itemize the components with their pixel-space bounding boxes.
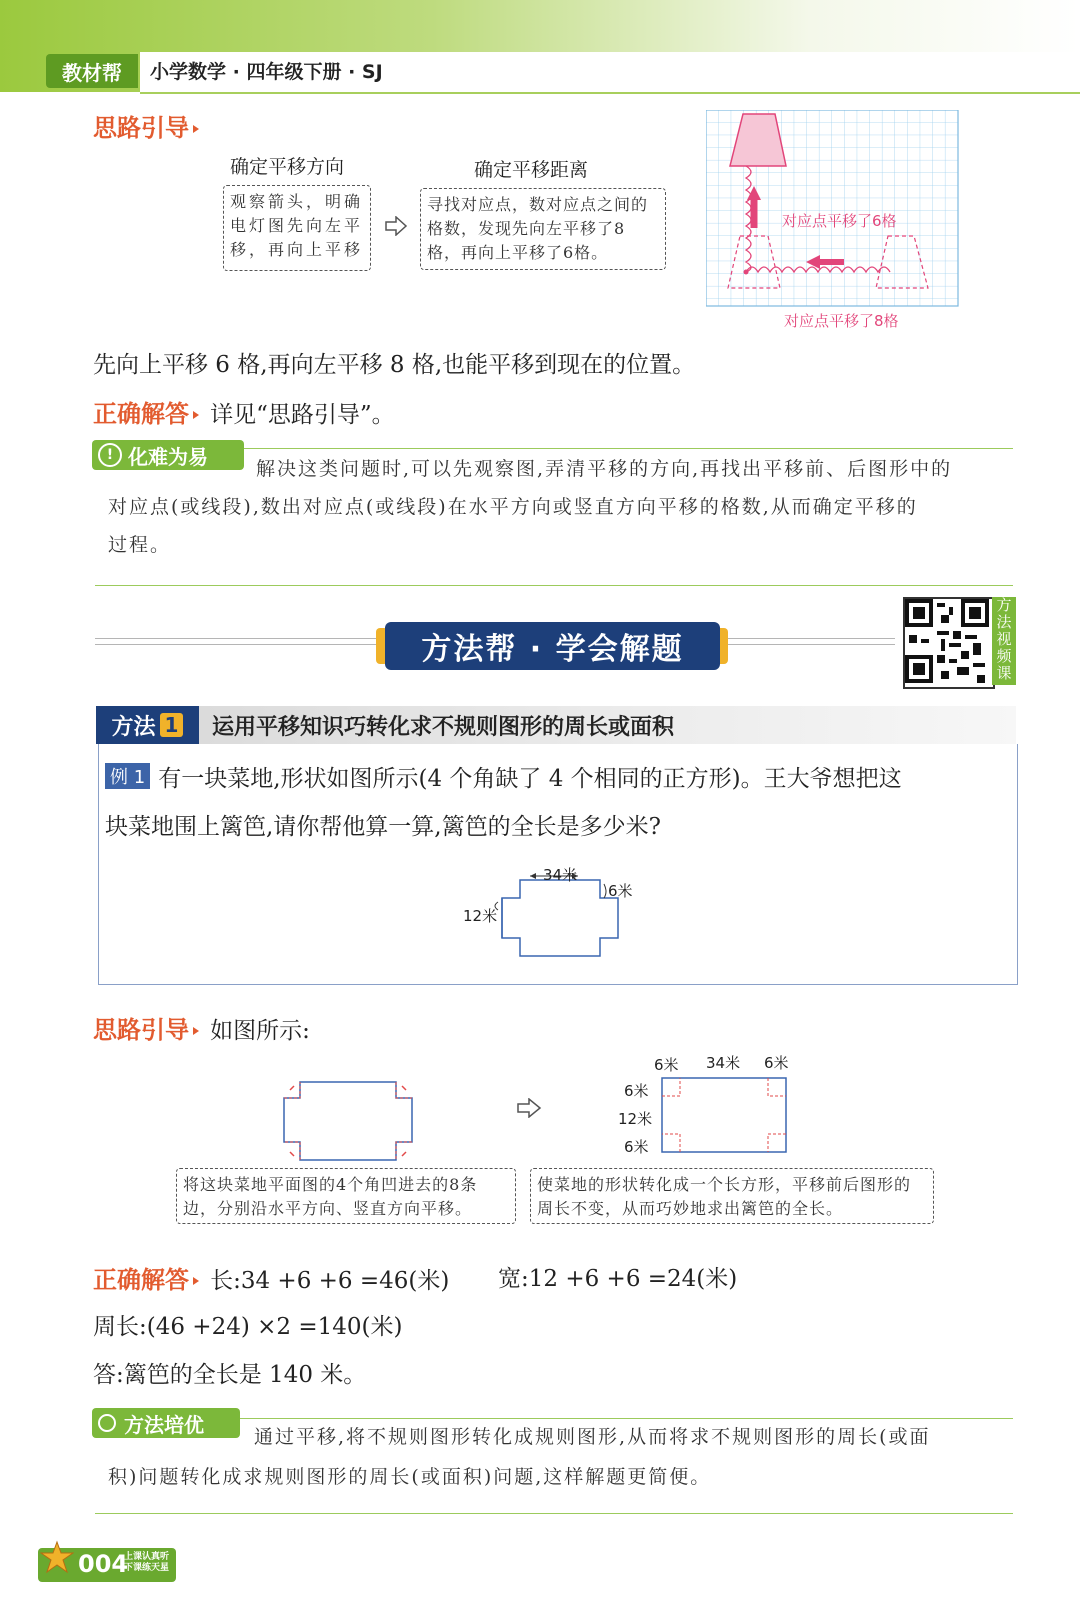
step1-title: 确定平移方向 [230,156,345,178]
dim-v6b: 6米 [624,1138,649,1156]
magnifier-icon [98,1414,116,1432]
alt-route-text: 先向上平移 6 格,再向左平移 8 格,也能平移到现在的位置。 [93,352,696,378]
answer2-perimeter: 周长:(46 +24) ×2 =140(米) [93,1314,403,1340]
answer2-width: 宽:12 +6 +6 =24(米) [498,1266,738,1292]
method-title: 运用平移知识巧转化求不规则图形的周长或面积 [212,715,675,740]
dim-v6a: 6米 [624,1082,649,1100]
footer-slogan: 上课认真听 下课练天星 [124,1552,170,1573]
dim-side-6: 6米 [608,882,633,900]
qr-code[interactable] [903,597,995,689]
guide-label: 思路引导 [93,108,205,143]
tip-icon: ! [98,443,122,467]
explain-box-2: 使菜地的形状转化成一个长方形，平移前后图形的周长不变，从而巧妙地求出篱笆的全长。 [530,1168,934,1224]
answer1-text: 详见“思路引导”。 [210,402,395,428]
star-mascot-icon [40,1540,74,1584]
step2-title: 确定平移距离 [474,159,589,181]
dim-6a: 6米 [654,1056,679,1074]
qr-side-label: 方 法 视 频 课 [992,597,1016,685]
tip2-badge: 方法培优 [92,1408,240,1438]
tip1-line2: 对应点(或线段),数出对应点(或线段)在水平方向或竖直方向平移的格数,从而确定平移的 [108,496,918,518]
answer2-conclusion: 答:篱笆的全长是 140 米。 [93,1362,367,1388]
answer-label: 正确解答 [93,400,189,428]
answer2-row: 正确解答 长:34 +6 +6 =46(米) [93,1266,450,1294]
tip1-badge: ! 化难为易 [92,440,244,470]
answer2-length: 长:34 +6 +6 =46(米) [210,1268,450,1294]
tip1-line3: 过程。 [108,534,172,556]
answer1-row [93,394,395,429]
explain-box-1: 将这块菜地平面图的4个角凹进去的8条边，分别沿水平方向、竖直方向平移。 [176,1168,516,1224]
notched-shape-figure [282,1080,414,1166]
dim-34: 34米 [706,1054,741,1072]
tip2-line2: 积)问题转化成求规则图形的周长(或面积)问题,这样解题更简便。 [108,1466,712,1488]
section-banner: 方法帮 · 学会解题 [385,622,720,670]
guide2-row: 思路引导 如图所示: [93,1016,310,1044]
dim-left-12: 12米 [463,907,498,925]
arrow-right-icon [384,216,408,240]
step1-box: 观察箭头，明确电灯图先向左平移，再向上平移 [223,185,371,271]
dim-v12: 12米 [618,1110,653,1128]
method-tag: 方法 1 [96,706,199,744]
header-tag: 教材帮 [46,54,138,88]
example-line2: 块菜地围上篱笆,请你帮他算一算,篱笆的全长是多少米? [105,814,661,840]
grid-label-up: 对应点平移了6格 [782,212,897,230]
example-tag: 例 1 [105,763,150,789]
dim-top-34: 34米 [543,866,578,884]
header-title: 小学数学 · 四年级下册 · SJ [150,61,383,83]
step2-box: 寻找对应点，数对应点之间的格数，发现先向左平移了8格，再向上平移了6格。 [420,188,666,270]
arrow-right-icon-2 [516,1098,542,1122]
page-number: 004 [78,1550,129,1578]
tip1-line1: 解决这类问题时,可以先观察图,弄清平移的方向,再找出平移前、后图形中的 [256,458,953,480]
dim-6b: 6米 [764,1054,789,1072]
rectangle-figure [660,1076,790,1160]
grid-label-left: 对应点平移了8格 [784,312,899,330]
guide2-text: 如图所示: [210,1018,310,1044]
example-line1: 例 1 有一块菜地,形状如图所示(4 个角缺了 4 个相同的正方形)。王大爷想把这 [105,760,902,793]
tip2-line1: 通过平移,将不规则图形转化成规则图形,从而将求不规则图形的周长(或面 [254,1426,931,1448]
